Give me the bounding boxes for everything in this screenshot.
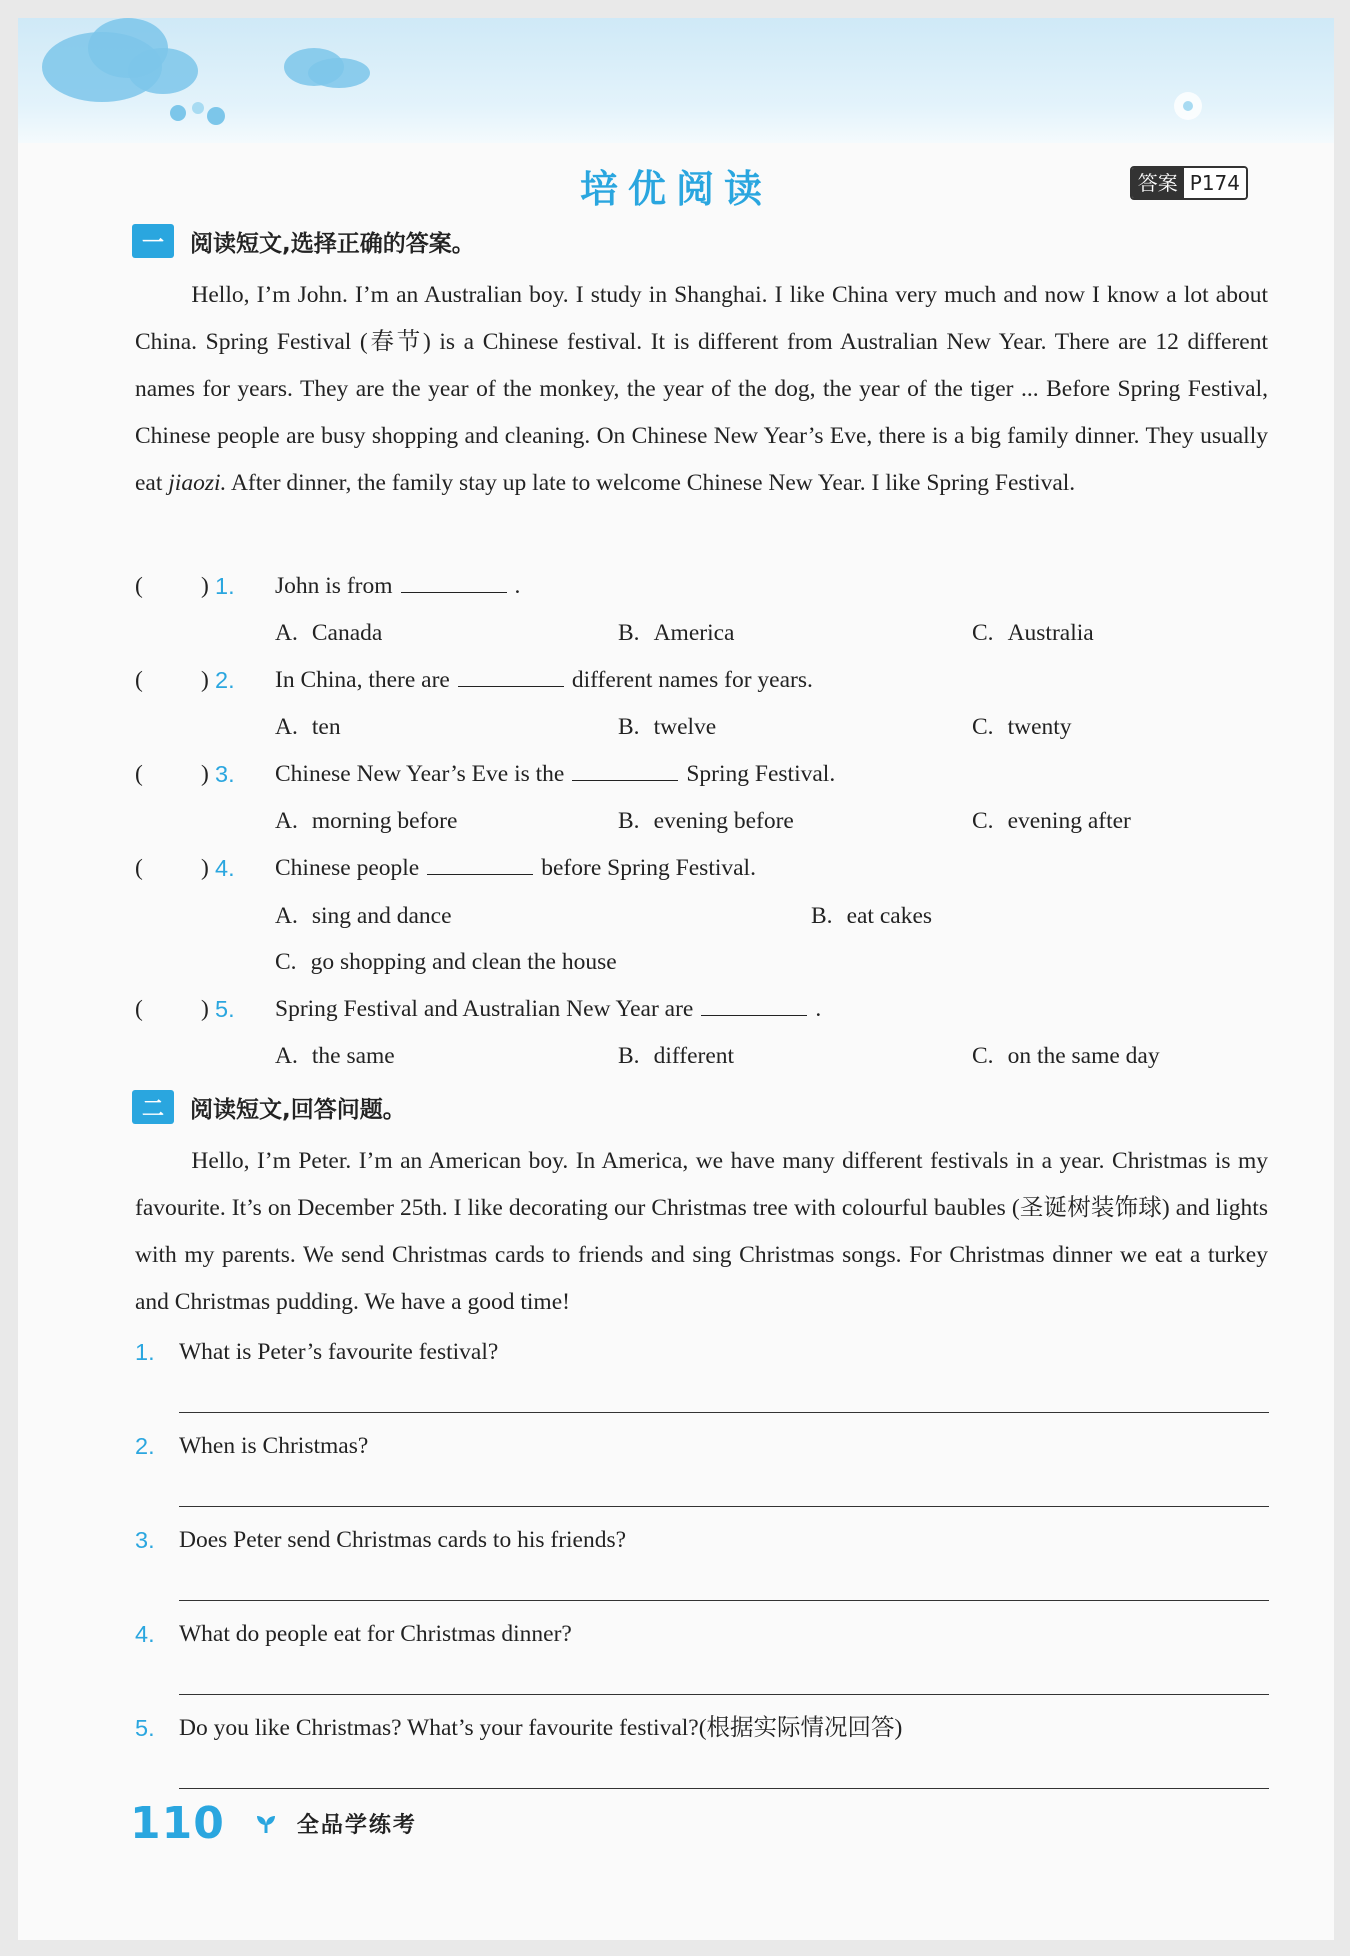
question-text: In China, there are different names for years. — [275, 660, 813, 700]
option-a[interactable]: A. the same — [275, 1043, 395, 1069]
option-b[interactable]: B. evening before — [618, 808, 794, 834]
question-number: 3. — [215, 761, 235, 787]
option-a[interactable]: A. morning before — [275, 808, 458, 834]
question-number: 4. — [215, 855, 235, 881]
option-a[interactable]: A. Canada — [275, 620, 383, 646]
question-5: ( ) 5. Spring Festival and Australian New Year are . — [135, 989, 1275, 1029]
question-3: ( ) 3. Chinese New Year’s Eve is the Spring Festival. — [135, 754, 1275, 794]
question-text: John is from . — [275, 566, 520, 606]
question-text: Does Peter send Christmas cards to his friends? — [179, 1527, 627, 1553]
option-c[interactable]: C. twenty — [972, 714, 1072, 740]
question-2: ( ) 2. In China, there are different names for years. — [135, 660, 1275, 700]
option-b[interactable]: B. twelve — [618, 714, 717, 740]
answer-key-reference — [1130, 166, 1248, 200]
section-number: 二 — [132, 1090, 174, 1124]
question-number: 2. — [135, 1433, 155, 1459]
answer-blank[interactable] — [458, 662, 564, 687]
section-2-heading — [132, 1090, 406, 1124]
answer-key-label: 答案 — [1132, 168, 1184, 198]
option-c[interactable]: C. go shopping and clean the house — [275, 949, 617, 975]
flower-icon — [1158, 78, 1218, 138]
answer-line[interactable] — [179, 1694, 1269, 1695]
answer-line[interactable] — [179, 1506, 1269, 1507]
question-number: 2. — [215, 667, 235, 693]
answer-blank[interactable] — [572, 756, 678, 781]
question-4-options-row-2 — [135, 942, 1275, 982]
question-text: What do people eat for Christmas dinner? — [179, 1621, 572, 1647]
question-1-options — [135, 613, 1275, 653]
option-c[interactable]: C. Australia — [972, 620, 1094, 646]
question-number: 5. — [135, 1715, 155, 1741]
reading-passage-2: Hello, I’m Peter. I’m an American boy. In America, we have many different festivals in a year. Christmas is my favourite. It’s on December 25th. I like decorating our Christmas tree with colourful baubles (圣诞树装饰球) and lights with my parents. We send Christmas cards to friends and sing Christmas songs. For Christmas dinner we eat a turkey and Christmas pudding. We have a good time! — [135, 1148, 1268, 1315]
question-number: 1. — [135, 1339, 155, 1365]
question-1: ( ) 1. John is from . — [135, 566, 1275, 606]
sprout-icon — [255, 1813, 277, 1835]
option-b[interactable]: B. eat cakes — [811, 903, 933, 929]
answer-blank[interactable] — [701, 991, 807, 1016]
option-b[interactable]: B. different — [618, 1043, 735, 1069]
question-text: Do you like Christmas? What’s your favourite festival?(根据实际情况回答) — [179, 1715, 903, 1741]
answer-blank[interactable] — [401, 568, 507, 593]
question-3-options — [135, 801, 1275, 841]
answer-line[interactable] — [179, 1412, 1269, 1413]
answer-line[interactable] — [179, 1600, 1269, 1601]
question-text: Spring Festival and Australian New Year are . — [275, 989, 821, 1029]
question-5-options — [135, 1036, 1275, 1076]
question-number: 3. — [135, 1527, 155, 1553]
option-c[interactable]: C. on the same day — [972, 1043, 1160, 1069]
question-4: ( ) 4. Chinese people before Spring Festival. — [135, 848, 1275, 888]
flower-icon — [158, 88, 238, 138]
page-number: 110 — [130, 1798, 225, 1849]
section-instruction: 阅读短文,选择正确的答案。 — [190, 230, 475, 257]
answer-line[interactable] — [179, 1788, 1269, 1789]
question-text: When is Christmas? — [179, 1433, 369, 1459]
answer-blank[interactable] — [427, 850, 533, 875]
reading-passage-1: Hello, I’m John. I’m an Australian boy. I study in Shanghai. I like China very much and now I know a lot about China. Spring Festival (春节) is a Chinese festival. It is different from Australian New Year. There are 12 different names for years. They are the year of the monkey, the year of the dog, the year of the tiger ... Before Spring Festival, Chinese people are busy shopping and cleaning. On Chinese New Year’s Eve, there is a big family dinner. They usually eat jiaozi. After dinner, the family stay up late to welcome Chinese New Year. I like Spring Festival. — [135, 282, 1268, 496]
answer-key-page: P174 — [1184, 168, 1246, 198]
option-a[interactable]: A. sing and dance — [275, 903, 452, 929]
page-footer — [130, 1798, 417, 1849]
option-b[interactable]: B. America — [618, 620, 735, 646]
question-text: Chinese New Year’s Eve is the Spring Festival. — [275, 754, 835, 794]
question-number: 5. — [215, 996, 235, 1022]
question-text: Chinese people before Spring Festival. — [275, 848, 756, 888]
question-4-options — [135, 896, 1275, 936]
brand-name: 全品学练考 — [296, 1813, 417, 1838]
italic-term: jiaozi. — [168, 470, 227, 496]
header-banner — [18, 18, 1334, 143]
section-number: 一 — [132, 224, 174, 258]
option-a[interactable]: A. ten — [275, 714, 341, 740]
question-number: 4. — [135, 1621, 155, 1647]
page-title: 培优阅读 — [579, 167, 772, 211]
section-instruction: 阅读短文,回答问题。 — [190, 1096, 406, 1123]
question-2-options — [135, 707, 1275, 747]
option-c[interactable]: C. evening after — [972, 808, 1131, 834]
section-1-heading — [132, 224, 475, 258]
workbook-page — [18, 18, 1334, 1940]
question-text: What is Peter’s favourite festival? — [179, 1339, 499, 1365]
question-number: 1. — [215, 573, 235, 599]
